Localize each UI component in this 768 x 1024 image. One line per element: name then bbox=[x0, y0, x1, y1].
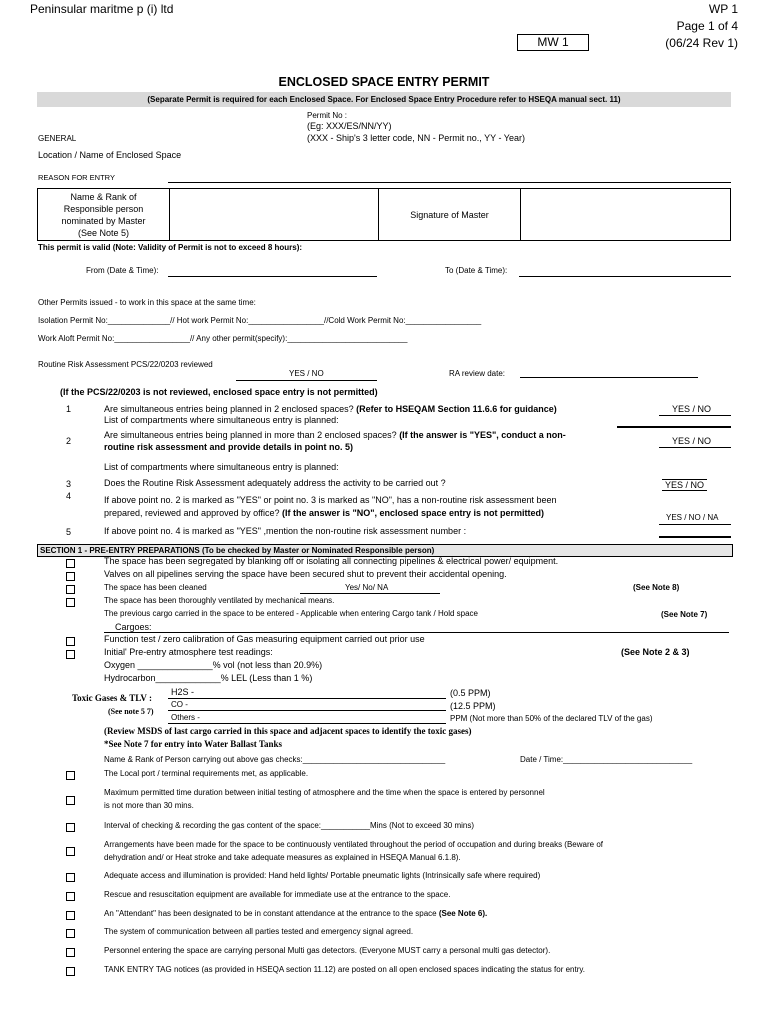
banner: (Separate Permit is required for each Enclosed Space. For Enclosed Space Entry Procedure refer to HSEQA manual sect. 11) bbox=[37, 92, 731, 107]
master-signature-field[interactable] bbox=[521, 189, 731, 241]
q2-num: 2 bbox=[66, 436, 72, 446]
responsible-label: Name & Rank of Responsible person nominated by Master (See Note 5) bbox=[38, 189, 170, 241]
toxic-gases-label: Toxic Gases & TLV : bbox=[72, 693, 153, 703]
q1-text: Are simultaneous entries being planned in 2 enclosed spaces? (Refer to HSEQAM Section 11.6.6 for guidance) bbox=[104, 404, 557, 414]
checkbox-initial-test[interactable] bbox=[66, 650, 75, 659]
co-limit: (12.5 PPM) bbox=[450, 701, 496, 711]
cleaned-line bbox=[300, 593, 440, 594]
permits-row-1: Isolation Permit No:______________// Hot work Permit No:_________________//Cold Work Permit No:_________________ bbox=[38, 316, 482, 325]
responsible-name-field[interactable] bbox=[170, 189, 379, 241]
checkbox-local-port[interactable] bbox=[66, 771, 75, 780]
checkbox-ventilated[interactable] bbox=[66, 598, 75, 607]
item-communication: The system of communication between all parties tested and emergency signal agreed. bbox=[104, 927, 414, 936]
checkbox-cleaned[interactable] bbox=[66, 585, 75, 594]
other-permits-label: Other Permits issued - to work in this space at the same time: bbox=[38, 298, 256, 307]
to-label: To (Date & Time): bbox=[445, 266, 508, 275]
reason-label: REASON FOR ENTRY bbox=[38, 173, 115, 182]
cargoes-field[interactable] bbox=[104, 632, 729, 633]
q2-answer[interactable]: YES / NO bbox=[672, 436, 712, 446]
q1-answer[interactable]: YES / NO bbox=[672, 404, 712, 414]
q4-text: If above point no. 2 is marked as "YES" or point no. 3 is marked as "NO", has a non-routine risk assessment been bbox=[104, 495, 557, 505]
cargoes-label: Cargoes: bbox=[115, 622, 152, 632]
q2-text: Are simultaneous entries being planned in more than 2 enclosed spaces? (If the answer is "YES", conduct a non- bbox=[104, 430, 566, 440]
section-1-heading: SECTION 1 - PRE-ENTRY PREPARATIONS (To be checked by Master or Nominated Responsible person) bbox=[37, 544, 733, 557]
permit-no-example: (Eg: XXX/ES/NN/YY) bbox=[307, 121, 392, 131]
item-local-port: The Local port / terminal requirements met, as applicable. bbox=[104, 769, 309, 778]
checkbox-interval[interactable] bbox=[66, 823, 75, 832]
item-initial-test: Initial' Pre-entry atmosphere test readings: bbox=[104, 647, 273, 657]
q3-answer[interactable]: YES / NO bbox=[662, 479, 707, 491]
ra-review-date-label: RA review date: bbox=[449, 369, 506, 378]
item-tank-tag: TANK ENTRY TAG notices (as provided in HSEQA section 11.12) are posted on all open enclosed spaces indicating the status for entry. bbox=[104, 965, 585, 974]
q1-answer-line bbox=[659, 415, 731, 416]
ra-review-date-field[interactable] bbox=[520, 377, 698, 378]
note-7: (See Note 7) bbox=[661, 610, 708, 619]
gas-check-person[interactable]: Name & Rank of Person carrying out above gas checks:________________________________ bbox=[104, 755, 446, 764]
signature-label: Signature of Master bbox=[379, 189, 521, 241]
msds-note: (Review MSDS of last cargo carried in this space and adjacent spaces to identify the toxic gases) bbox=[104, 726, 472, 736]
q4-answer[interactable]: YES / NO / NA bbox=[666, 513, 719, 522]
q5-text: If above point no. 4 is marked as "YES" ,mention the non-routine risk assessment number : bbox=[104, 526, 467, 536]
item-previous-cargo: The previous cargo carried in the space to be entered - Applicable when entering Cargo tank / Hold space bbox=[104, 609, 478, 618]
item-segregated: The space has been segregated by blanking off or isolating all connecting pipelines & electrical power/ equipment. bbox=[104, 556, 559, 566]
gas-check-date[interactable]: Date / Time:_____________________________ bbox=[520, 755, 693, 764]
q4-num: 4 bbox=[66, 491, 72, 501]
to-field[interactable] bbox=[519, 276, 731, 277]
checkbox-segregated[interactable] bbox=[66, 559, 75, 568]
reason-field[interactable] bbox=[168, 182, 731, 183]
co-field[interactable] bbox=[168, 710, 446, 711]
co-label: CO - bbox=[171, 700, 188, 709]
oxygen-reading[interactable]: Oxygen _______________% vol (not less than 20.9%) bbox=[104, 660, 323, 670]
q3-num: 3 bbox=[66, 479, 72, 489]
checkbox-attendant[interactable] bbox=[66, 911, 75, 920]
q2-line3: List of compartments where simultaneous entry is planned: bbox=[104, 462, 339, 472]
page-title: ENCLOSED SPACE ENTRY PERMIT bbox=[278, 75, 490, 89]
responsible-table bbox=[37, 188, 731, 241]
item-ventilated: The space has been thoroughly ventilated by mechanical means. bbox=[104, 596, 335, 605]
q4-line2: prepared, reviewed and approved by office? (If the answer is "NO", enclosed space entry is not permitted) bbox=[104, 508, 545, 518]
checkbox-gas-detectors[interactable] bbox=[66, 948, 75, 957]
company-name: Peninsular maritme p (i) ltd bbox=[30, 2, 174, 16]
permit-no-legend: (XXX - Ship's 3 letter code, NN - Permit no., YY - Year) bbox=[307, 133, 525, 143]
toxic-note: (See note 5 7) bbox=[108, 707, 154, 716]
revision: (06/24 Rev 1) bbox=[665, 36, 738, 50]
q2-answer-line bbox=[659, 447, 731, 448]
q3-text: Does the Routine Risk Assessment adequately address the activity to be carried out ? bbox=[104, 478, 446, 488]
ra-reviewed-label: Routine Risk Assessment PCS/22/0203 reviewed bbox=[38, 360, 213, 369]
from-label: From (Date & Time): bbox=[86, 266, 159, 275]
cleaned-options[interactable]: Yes/ No/ NA bbox=[345, 583, 389, 592]
checkbox-tank-tag[interactable] bbox=[66, 967, 75, 976]
item-gas-detectors: Personnel entering the space are carrying personal Multi gas detectors. (Everyone MUST carry a personal multi gas detector). bbox=[104, 946, 551, 955]
others-field[interactable] bbox=[168, 723, 446, 724]
note-8: (See Note 8) bbox=[633, 583, 680, 592]
checkbox-rescue[interactable] bbox=[66, 892, 75, 901]
page-number: Page 1 of 4 bbox=[676, 19, 738, 33]
checkbox-max-duration[interactable] bbox=[66, 796, 75, 805]
h2s-limit: (0.5 PPM) bbox=[450, 688, 491, 698]
others-limit: PPM (Not more than 50% of the declared TLV of the gas) bbox=[450, 714, 653, 723]
location-label: Location / Name of Enclosed Space bbox=[38, 150, 182, 160]
item-max-duration-2: is not more than 30 mins. bbox=[104, 801, 194, 810]
checkbox-access[interactable] bbox=[66, 873, 75, 882]
general-heading: GENERAL bbox=[38, 134, 77, 143]
q2-line2: routine risk assessment and provide details in point no. 5) bbox=[104, 442, 354, 452]
checkbox-ventilation[interactable] bbox=[66, 847, 75, 856]
from-field[interactable] bbox=[168, 276, 377, 277]
item-ventilation: Arrangements have been made for the space to be continuously ventilated throughout the period of occupation and during breaks (Beware of bbox=[104, 840, 603, 849]
item-rescue: Rescue and resuscitation equipment are available for immediate use at the entrance to the space. bbox=[104, 890, 451, 899]
ra-yes-no[interactable]: YES / NO bbox=[289, 369, 324, 378]
q1-num: 1 bbox=[66, 404, 72, 414]
mw-code-box: MW 1 bbox=[517, 34, 589, 51]
note-2-3: (See Note 2 & 3) bbox=[621, 647, 690, 657]
h2s-label: H2S - bbox=[171, 687, 195, 697]
others-label: Others - bbox=[171, 713, 200, 722]
item-ventilation-2: dehydration and/ or Heat stroke and take adequate measures as explained in HSEQA Manual 6.1.8). bbox=[104, 853, 461, 862]
permits-row-2: Work Aloft Permit No:_________________// Any other permit(specify):___________________________ bbox=[38, 334, 408, 343]
q5-num: 5 bbox=[66, 527, 72, 537]
q1-line2: List of compartments where simultaneous entry is planned: bbox=[104, 415, 339, 425]
ra-yes-no-line bbox=[236, 380, 377, 381]
hydrocarbon-reading[interactable]: Hydrocarbon_____________% LEL (Less than 1 %) bbox=[104, 673, 313, 683]
q4-answer-line bbox=[659, 524, 731, 525]
item-interval: Interval of checking & recording the gas content of the space:___________Mins (Not to exceed 30 mins) bbox=[104, 821, 474, 830]
form-code: WP 1 bbox=[708, 2, 738, 16]
q1-list-line bbox=[617, 426, 731, 428]
item-function-test: Function test / zero calibration of Gas measuring equipment carried out prior use bbox=[104, 634, 425, 644]
h2s-field[interactable] bbox=[168, 698, 446, 699]
item-valves: Valves on all pipelines serving the space have been secured shut to prevent their accidental opening. bbox=[104, 569, 507, 579]
item-cleaned: The space has been cleaned bbox=[104, 583, 207, 592]
q5-field[interactable] bbox=[659, 536, 731, 538]
ra-warning: (If the PCS/22/0203 is not reviewed, enclosed space entry is not permitted) bbox=[60, 387, 378, 397]
checkbox-function-test[interactable] bbox=[66, 637, 75, 646]
item-attendant: An "Attendant" has been designated to be in constant attendance at the entrance to the space (See Note 6). bbox=[104, 909, 488, 918]
checkbox-valves[interactable] bbox=[66, 572, 75, 581]
item-access: Adequate access and illumination is provided: Hand held lights/ Portable pneumatic lights (Intrinsically safe where required) bbox=[104, 871, 541, 880]
validity-note: This permit is valid (Note: Validity of Permit is not to exceed 8 hours): bbox=[38, 243, 303, 252]
ballast-note: *See Note 7 for entry into Water Ballast Tanks bbox=[104, 739, 283, 749]
permit-no-label: Permit No : bbox=[307, 111, 348, 120]
checkbox-communication[interactable] bbox=[66, 929, 75, 938]
item-max-duration: Maximum permitted time duration between initial testing of atmosphere and the time when the space is entered by personnel bbox=[104, 788, 545, 797]
